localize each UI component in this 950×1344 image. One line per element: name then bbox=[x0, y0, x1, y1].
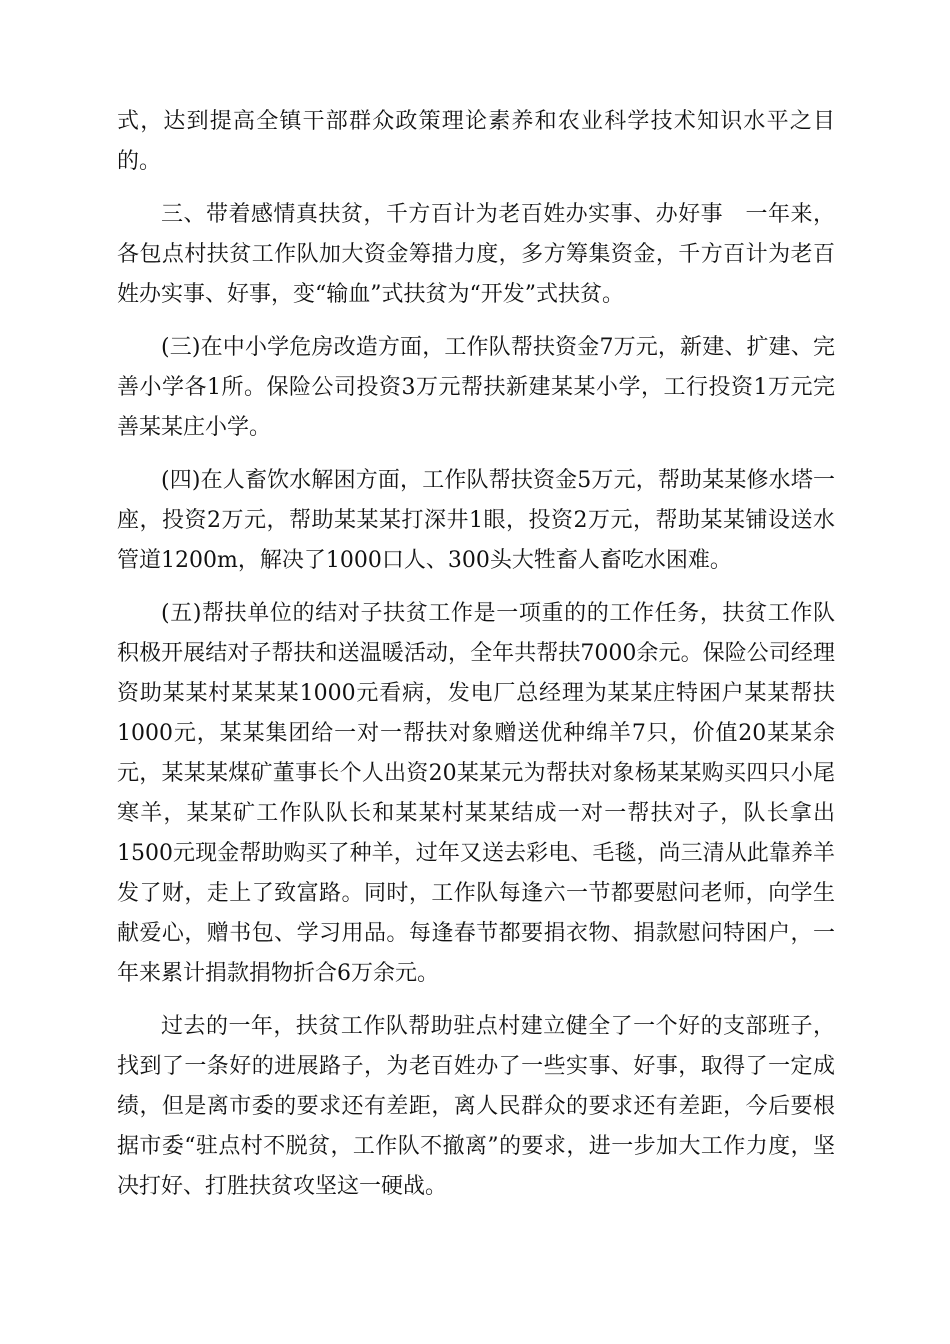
paragraph-continuation: 式，达到提高全镇干部群众政策理论素养和农业科学技术知识水平之目的。 bbox=[117, 109, 835, 174]
paragraph-school-renovation: (三)在中小学危房改造方面，工作队帮扶资金7万元，新建、扩建、完善小学各1所。保险公司投资3万元帮扶新建某某小学，工行投资1万元完善某某庄小学。 bbox=[117, 335, 835, 440]
document-body bbox=[117, 102, 835, 1207]
paragraph-section-three: 三、带着感情真扶贫，千方百计为老百姓办实事、办好事 一年来，各包点村扶贫工作队加大资金筹措力度，多方筹集资金，千方百计为老百姓办实事、好事，变“输血”式扶贫为“开发”式扶贫。 bbox=[117, 202, 835, 307]
paragraph-paired-assistance: (五)帮扶单位的结对子扶贫工作是一项重的的工作任务，扶贫工作队积极开展结对子帮扶和送温暖活动，全年共帮扶7000余元。保险公司经理资助某某村某某某1000元看病，发电厂总经理为某某庄特困户某某帮扶1000元，某某集团给一对一帮扶对象赠送优种绵羊7只，价值20某某余元，某某某煤矿董事长个人出资20某某元为帮扶对象杨某某购买四只小尾寒羊，某某矿工作队队长和某某村某某结成一对一帮扶对子，队长拿出1500元现金帮助购买了种羊，过年又送去彩电、毛毯，尚三清从此靠养羊发了财，走上了致富路。同时，工作队每逢六一节都要慰问老师，向学生献爱心，赠书包、学习用品。每逢春节都要捐衣物、捐款慰问特困户，一年来累计捐款捐物折合6万余元。 bbox=[117, 601, 835, 986]
paragraph-drinking-water: (四)在人畜饮水解困方面，工作队帮扶资金5万元，帮助某某修水塔一座，投资2万元，帮助某某某打深井1眼，投资2万元，帮助某某铺设送水管道1200m，解决了1000口人、300头大牲畜人畜吃水困难。 bbox=[117, 468, 835, 573]
paragraph-summary: 过去的一年，扶贫工作队帮助驻点村建立健全了一个好的支部班子，找到了一条好的进展路子，为老百姓办了一些实事、好事，取得了一定成绩，但是离市委的要求还有差距，离人民群众的要求还有差距，今后要根据市委“驻点村不脱贫，工作队不撤离”的要求，进一步加大工作力度，坚决打好、打胜扶贫攻坚这一硬战。 bbox=[117, 1014, 835, 1199]
